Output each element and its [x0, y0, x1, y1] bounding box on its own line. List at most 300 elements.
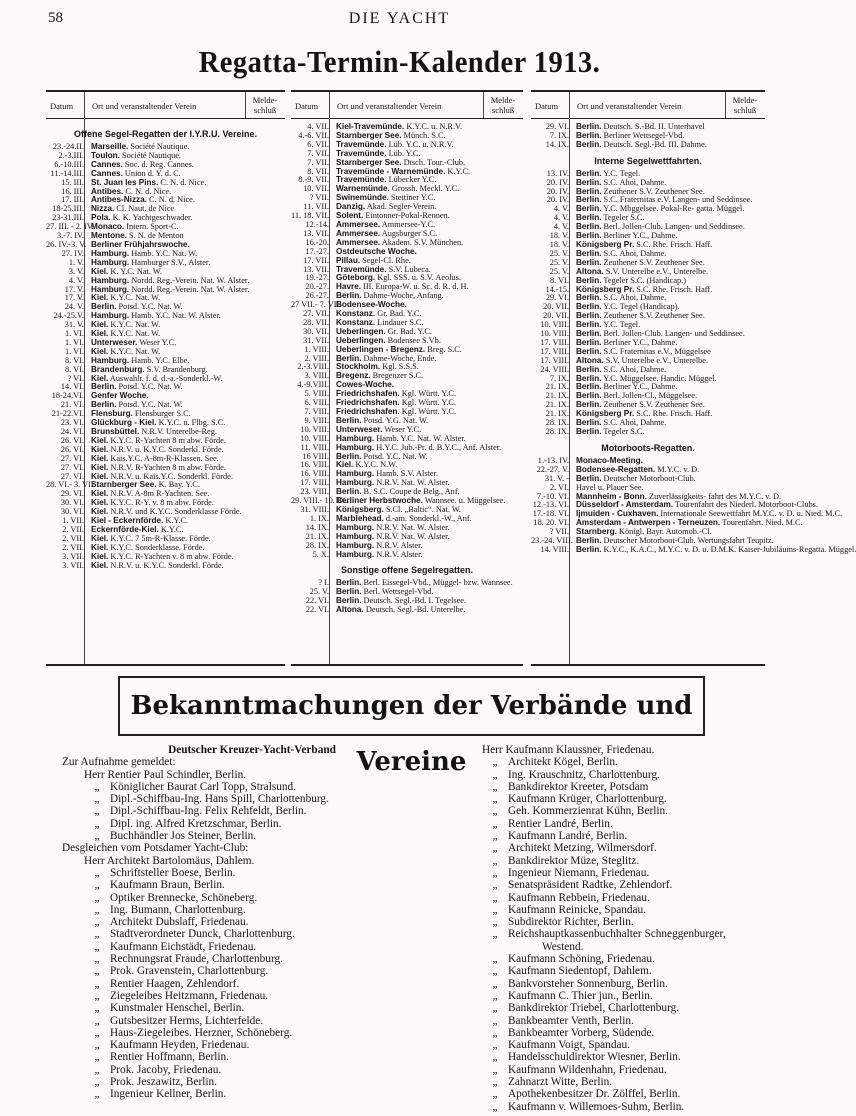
ditto-mark: „ — [492, 1088, 498, 1101]
entry-date: 4. V. — [553, 213, 569, 223]
entry-place: Hamburg. — [336, 540, 375, 550]
entry-club: N.R.V. A-8m R-Yachten. See. — [108, 489, 210, 499]
ditto-mark: „ — [94, 1076, 100, 1089]
member-entry — [460, 830, 780, 842]
entry-club: N.R.V. Nat. W. Alster. — [374, 478, 450, 488]
entry-place: Kiel. — [91, 346, 109, 356]
column-rule — [483, 92, 484, 118]
entry-place: Berlin. — [576, 122, 602, 131]
regatta-entry — [46, 562, 285, 571]
entry-club: Zuverlässigkeits- fahrt des M.Y.C. v. D. — [646, 491, 782, 501]
entry-club: K.Y.C. u. N.R.V. — [404, 122, 463, 131]
entry-club: K.Y.C. R-Y. v. 8 m abw. Förde. — [108, 498, 214, 508]
member-entry — [62, 892, 442, 904]
table-header — [291, 92, 523, 119]
member-text: Architekt Dubslaff, Friedenau. — [110, 916, 249, 929]
member-entry — [62, 953, 442, 965]
member-text: Kaufmann v. Willemoes-Suhm, Berlin. — [508, 1100, 685, 1113]
entry-date: 31. V. - — [544, 473, 569, 483]
member-text: Kaufmann Siedentopf, Dahlem. — [508, 965, 652, 978]
entry-date: 28. IX. — [545, 418, 569, 428]
ditto-mark: „ — [492, 756, 498, 769]
entry-place: Göteborg. — [336, 273, 376, 283]
entry-place: Ijmuiden - Cuxhaven. — [576, 509, 659, 519]
member-text: Ing. Krauschnitz, Charlottenburg. — [508, 768, 660, 781]
entry-club: Y.C. Müggelsee. Handic. Müggel. — [601, 373, 717, 383]
entry-date: 18. 20. VI. — [533, 518, 569, 528]
entry-date: 11. VIII. — [300, 442, 329, 452]
member-entry — [62, 830, 442, 842]
entry-club: Kgl. SSS. u. S.V. Aeolus. — [375, 273, 461, 283]
entry-date: 10. VIII. — [300, 424, 329, 434]
entry-place: Berlin. — [576, 373, 602, 383]
entry-date: 4.-6. VII. — [298, 130, 329, 140]
entry-club: S.V. Lubeca. — [386, 264, 431, 274]
entry-date: 17. VIII. — [300, 478, 329, 488]
entry-club: Deutsch. S.-Bd. II. Unterhavel — [601, 122, 705, 131]
entry-club: K.Y.C. R-Yachten 8 m abw. Förde. — [108, 435, 226, 445]
entry-date: 11. VII. — [303, 202, 329, 212]
ditto-mark: „ — [492, 953, 498, 966]
entry-date: 1. VI. — [65, 329, 84, 339]
entry-date: 29. VI. — [545, 122, 569, 131]
entry-place: Berlin. — [91, 382, 117, 392]
entry-date: 14.-15. — [545, 284, 569, 294]
member-entry — [460, 916, 780, 928]
member-text: Prok. Gravenstein, Charlottenburg. — [110, 965, 269, 978]
member-entry — [460, 793, 780, 805]
entry-club: Société Nautique. — [119, 150, 182, 160]
entry-place: Hamburg. — [91, 257, 130, 267]
entry-date: 17. VII. — [303, 255, 329, 265]
entry-date: 3.-7. IV. — [56, 231, 84, 241]
header-place: Ort und veranstaltender Verein — [92, 101, 197, 111]
member-entry — [460, 1076, 780, 1088]
ditto-mark: „ — [492, 866, 498, 879]
ditto-mark: „ — [492, 891, 498, 904]
entry-date: 4. V. — [553, 204, 569, 214]
entry-place: Berlin. — [576, 364, 602, 374]
entry-club: Akad. Segler-Verein. — [365, 202, 437, 212]
member-entry — [460, 990, 780, 1002]
entry-date: 3. VIII. — [304, 371, 329, 381]
entry-date: 31. VII. — [303, 335, 329, 345]
member-entry — [460, 892, 780, 904]
member-entry — [62, 855, 442, 867]
member-entry — [62, 928, 442, 940]
entry-club: Zeuthener S.V. Zeuthener See. — [601, 311, 705, 321]
entry-place: Altona. — [576, 355, 604, 365]
entry-club: Berliner Y.C., Dahme. — [601, 231, 678, 241]
entry-place: Monaco. — [91, 222, 125, 232]
entry-club: S.V. Brandenburg. — [144, 364, 208, 374]
ditto-mark: „ — [94, 793, 100, 806]
member-text: Herr Architekt Bartolomäus, Dahlem. — [84, 854, 255, 867]
entry-club: Potsd. Y.C. Nat. W. — [116, 302, 183, 312]
entry-date: 13. VII. — [303, 264, 329, 274]
entry-place: Monaco-Meeting. — [576, 455, 643, 465]
entry-place: Amsterdam - Antwerpen - Terneuzen. — [576, 518, 721, 528]
entry-club: Deutscher Motorboot-Club. — [601, 473, 696, 483]
member-entry — [62, 1002, 442, 1014]
entry-club: Zeuthener S.V. Zeuthener See. — [601, 400, 705, 410]
entry-club: S.C. Ahoi, Dahme. — [601, 293, 667, 303]
entry-club: Kgl. Württ. Y.C. — [399, 398, 457, 408]
entry-club: K.Y.C. — [158, 524, 184, 534]
entry-date: 21. IX. — [545, 409, 569, 419]
entry-date: 21-22.VI. — [51, 409, 84, 419]
entry-place: Berlin. — [336, 587, 362, 597]
entry-place: Kiel. — [91, 507, 109, 517]
entry-place: Berlin. — [576, 400, 602, 410]
entry-club: Hamb. Y.C. Nat. W. Alster. — [129, 311, 221, 321]
member-entry — [460, 744, 780, 756]
entry-date: 29. VI. — [60, 489, 84, 499]
entry-date: 7. IX. — [549, 130, 569, 140]
entry-date: 6. VII. — [307, 139, 329, 149]
entry-place: Bregenz. — [336, 371, 371, 381]
entry-place: Stockholm. — [336, 362, 381, 372]
entry-place: Kiel. — [91, 320, 109, 330]
member-entry — [62, 965, 442, 977]
entry-date: 11.-14.III. — [50, 168, 84, 178]
header-place: Ort und veranstaltender Verein — [577, 101, 682, 111]
entry-club: N.R.V. u. K.Y.C. Sonderkl. Förde. — [108, 560, 224, 570]
member-text: Rechnungsrat Fraude, Charlottenburg. — [110, 953, 283, 966]
member-text: Kaufmann Wildenhahn, Friedenau. — [508, 1063, 667, 1076]
entry-place: Berlin. — [576, 329, 602, 339]
entry-date: 5. VIII. — [304, 389, 329, 399]
entry-club: Y.C. Tegel (Handicap). — [601, 302, 680, 312]
entry-club: Augsburger S.C. — [380, 228, 438, 238]
entry-club: Y.C. Mbggelsee. Pokal-Re- gatta. Müggel. — [601, 204, 745, 214]
entry-club: Auswahlr. f. d. d.-a.-Sonderkl.-W. — [108, 373, 223, 383]
entry-date: 26. VI. — [60, 435, 84, 445]
entry-date: 28. VI.- 3. VII. — [46, 480, 96, 490]
entry-club: N.R.V. u. Kais.Y.C. Sonderkl. Förde. — [108, 471, 233, 481]
entry-place: Hamburg. — [336, 522, 375, 532]
entry-date: 23-31.III. — [52, 213, 84, 223]
entry-club: Bodensee S.Vb. — [385, 335, 441, 345]
member-text: Bankdirektor Kreeter, Potsdam — [508, 780, 649, 793]
entry-club: Kgl. Württ. Y.C. — [399, 407, 457, 416]
entry-club: Weser Y.C. — [382, 424, 422, 434]
entry-date: 3. VII. — [62, 560, 84, 570]
entry-date: 18. V. — [549, 231, 569, 241]
entry-date: 12.-14. — [305, 219, 329, 229]
member-entry — [62, 978, 442, 990]
entry-place: Kiel. — [91, 373, 109, 383]
entry-date: 24. VI. — [60, 427, 84, 436]
entry-club: Segel-Cl. Rhe. — [360, 255, 411, 265]
member-entry — [460, 1064, 780, 1076]
entry-date: 30. VII. — [303, 326, 329, 336]
entry-date: 23.-24.II. — [52, 142, 84, 151]
entry-date: 21. IX. — [545, 391, 569, 401]
entry-date: 20.-27. — [305, 282, 329, 292]
header-deadline: Melde-schluß — [490, 95, 516, 115]
member-text: Zur Aufnahme gemeldet: — [62, 756, 176, 769]
member-entry — [460, 842, 780, 854]
ditto-mark: „ — [94, 928, 100, 941]
entry-place: Starnberg. — [576, 527, 617, 537]
ditto-mark: „ — [492, 903, 498, 916]
entry-date: 28. VII. — [303, 317, 329, 327]
member-entry — [62, 781, 442, 793]
entry-date: 14. VIII. — [540, 544, 569, 554]
calendar-body — [531, 119, 856, 555]
entry-place: Berlin. — [576, 231, 602, 241]
entry-place: Hamburg. — [91, 311, 130, 321]
entry-place: Berlin. — [576, 275, 602, 285]
ditto-mark: „ — [492, 1063, 498, 1076]
entry-club: N.R.V. Unterelbe-Reg. — [139, 427, 217, 436]
entry-place: Berlin. — [576, 293, 602, 303]
entry-place: Hamburg. — [336, 549, 375, 559]
entry-text — [87, 562, 285, 571]
entry-place: Hamburg. — [336, 433, 375, 443]
member-text: Herr Rentier Paul Schindler, Berlin. — [84, 768, 247, 781]
entry-place: Berlin. — [576, 213, 602, 223]
entry-date: 16. III. — [61, 186, 84, 196]
entry-place: Berlin. — [336, 487, 362, 497]
entry-place: Berlin. — [576, 536, 602, 546]
member-entry — [460, 928, 780, 940]
entry-text — [572, 141, 765, 150]
entry-date: 24.-25.V. — [53, 311, 84, 321]
entry-date: 27. VII. — [303, 309, 329, 319]
member-entry — [62, 916, 442, 928]
ditto-mark: „ — [94, 817, 100, 830]
entry-place: Berlin. — [576, 302, 602, 312]
entry-club: C. N. d. Nice. — [146, 195, 195, 205]
entry-place: Genfer Woche. — [91, 391, 149, 401]
entry-date: 25. V. — [549, 257, 569, 267]
entry-date: 2. VII. — [62, 542, 84, 552]
entry-club: Berl. Wettsegel-Vbd. — [361, 587, 434, 597]
entry-club: Potsd. Y.C. Nat. W. — [116, 400, 183, 410]
member-entry — [62, 941, 442, 953]
member-text: Stadtverordneter Dunck, Charlottenburg. — [110, 928, 295, 941]
entry-date: 17. VIII. — [540, 355, 569, 365]
ditto-mark: „ — [94, 805, 100, 818]
entry-date: 21. IX. — [545, 382, 569, 392]
member-text: Subdirektor Richter, Berlin. — [508, 916, 634, 929]
ditto-mark: „ — [492, 1051, 498, 1064]
entry-club: Tegeler S.C. (Handicap.) — [601, 275, 686, 285]
ditto-mark: „ — [492, 842, 498, 855]
member-entry — [460, 781, 780, 793]
entry-place: Kiel. — [91, 266, 109, 276]
entry-place: Solent. — [336, 211, 364, 221]
entry-date: 29. VI. — [545, 293, 569, 303]
entry-place: Kiel. — [336, 460, 354, 470]
entry-club: K.Y.C. 7 5m-R-Klasse. Förde. — [108, 533, 211, 543]
entry-date: 6.-10.III. — [54, 159, 84, 169]
entry-club: K.Y.C. Nat. W. — [108, 329, 161, 339]
entry-date: 17. III. — [61, 195, 84, 205]
entry-club: S.C. Fraternitas e.V., Müggelsee — [601, 346, 711, 356]
entry-club: Société Nautique. — [128, 142, 190, 151]
entry-place: Berlin. — [576, 195, 602, 205]
entry-club: Hamb. Y.C. Elbe. — [129, 355, 190, 365]
entry-club: Cl. Naut. de Nice — [114, 204, 175, 214]
member-entry — [460, 805, 780, 817]
entry-place: Nizza. — [91, 204, 115, 214]
member-text: Haus-Ziegeleibes. Herzner, Schöneberg. — [110, 1026, 293, 1039]
entry-place: Kiel-Travemünde. — [336, 122, 405, 131]
entry-date: 17. V. — [64, 293, 84, 303]
entry-club: Hamb. S.V. Alster. — [374, 469, 438, 479]
entry-place: Berlin. — [576, 320, 602, 330]
member-entry — [460, 941, 780, 953]
entry-place: Kiel. — [91, 551, 109, 561]
entry-date: 14. IX. — [305, 522, 329, 532]
entry-club: N.R.V. Nat. W. Alster. — [374, 531, 450, 541]
ditto-mark: „ — [94, 891, 100, 904]
member-entry — [460, 965, 780, 977]
member-entry — [62, 1039, 442, 1051]
entry-date: 22.-27. V. — [536, 464, 569, 474]
entry-club: K.Y.C. u. Flbg. S.C. — [156, 418, 226, 428]
entry-date: 20. VII. — [543, 311, 569, 321]
ditto-mark: „ — [94, 879, 100, 892]
entry-place: Konstanz. — [336, 309, 376, 319]
entry-date: 24. VIII. — [540, 364, 569, 374]
entry-club: Bregenzer S.C. — [370, 371, 424, 381]
ditto-mark: „ — [492, 977, 498, 990]
entry-place: Kiel - Eckernförde. — [91, 516, 164, 526]
entry-club: Berl. Jollen-Cl., Müggelsee. — [601, 391, 698, 401]
entry-place: Friedrichshafen. — [336, 398, 400, 408]
entry-club: Berl. Eissegel-Vbd., Müggel- bzw. Wannsee. — [361, 578, 513, 588]
entry-date: 4. VII. — [307, 122, 329, 131]
entry-club: N.R.V. Nat. W. Alster. — [374, 522, 450, 532]
entry-club: Berliner Wettsegel-Vbd. — [601, 130, 685, 140]
entry-place: Berlin. — [336, 596, 362, 606]
entry-date: 29. VIII.- 10. IX. — [291, 496, 348, 506]
member-entry — [62, 805, 442, 817]
entry-place: Hamburg. — [91, 275, 130, 285]
ditto-mark: „ — [492, 793, 498, 806]
entry-club: Berliner Y.C., Dahme. — [601, 337, 678, 347]
entry-club: K.Y.C. — [163, 516, 189, 526]
entry-place: Starnberger See. — [336, 157, 402, 167]
entry-place: Berlin. — [576, 311, 602, 321]
member-entry — [460, 1002, 780, 1014]
entry-place: Friedrichshafen. — [336, 389, 400, 399]
entry-date: 21. IX. — [305, 531, 329, 541]
entry-place: Ueberlingen - Bregenz. — [336, 344, 426, 354]
entry-date: 7. IX. — [549, 373, 569, 383]
ditto-mark: „ — [492, 1039, 498, 1052]
entry-place: Königsberg Pr. — [576, 284, 635, 294]
entry-date: 25. V. — [549, 248, 569, 258]
ditto-mark: „ — [94, 866, 100, 879]
header-deadline: Melde-schluß — [252, 95, 278, 115]
entry-club: Weser Y.C. — [137, 337, 177, 347]
entry-place: Bodensee-Woche. — [336, 300, 407, 310]
member-text: Prok. Jeszawitz, Berlin. — [110, 1076, 217, 1089]
entry-date: 7. VII. — [307, 157, 329, 167]
member-entry — [460, 1027, 780, 1039]
entry-date: 28. IX. — [305, 540, 329, 550]
entry-place: Berlin. — [576, 473, 602, 483]
ditto-mark: „ — [492, 989, 498, 1002]
member-text: Gutsbesitzer Herms, Lichterfelde. — [110, 1014, 264, 1027]
entry-club: K.Y.C., K.A.C., M.Y.C. v. D. u. D.M.K. Kaiser-Jubiläums-Regatta. Müggel. — [601, 544, 856, 554]
entry-date: 31. V. — [64, 320, 84, 330]
member-text: Rentier Landré, Berlin. — [508, 817, 613, 830]
entry-place: Flensburg. — [91, 409, 133, 419]
entry-club: Dahme-Woche, Ende. — [361, 353, 437, 363]
entry-club: Tourenfahrt des Niederl. Motorboot-Clubs. — [673, 500, 818, 510]
entry-club: Tegeler S.C. — [601, 213, 645, 223]
entry-club: Union d. Y. d. C. — [122, 168, 181, 178]
entry-date: 27. IV. — [61, 248, 84, 258]
column-rule — [245, 92, 246, 118]
member-entry — [62, 1051, 442, 1063]
entry-club: Lindauer S.C. — [375, 317, 424, 327]
member-entry — [460, 818, 780, 830]
entry-place: Berlin. — [91, 302, 117, 312]
member-entry — [460, 953, 780, 965]
entry-date: 17. VIII. — [540, 337, 569, 347]
entry-place: Berlin. — [576, 346, 602, 356]
member-entry — [62, 904, 442, 916]
entry-place: Travemünde. — [336, 175, 387, 185]
entry-place: Mentone. — [91, 231, 127, 241]
entry-club: Kgl. Württ. Y.C. — [399, 389, 457, 399]
entry-place: Berlin. — [576, 544, 602, 554]
entry-date: 8. VI. — [65, 355, 84, 365]
entry-place: Cannes. — [91, 168, 123, 178]
entry-place: Düsseldorf - Amsterdam. — [576, 500, 674, 510]
member-entry — [62, 1064, 442, 1076]
ditto-mark: „ — [94, 1002, 100, 1015]
entry-club: Hamburger S.V., Alster. — [129, 257, 211, 267]
entry-club: Intern. Sport-C. — [124, 222, 179, 232]
entry-club: S.C. Rhe. Frisch. Haff. — [634, 284, 713, 294]
member-text: Kaufmann Krüger, Charlottenburg. — [508, 793, 667, 806]
entry-club: S. N. de Menton — [126, 231, 184, 241]
entry-club: Deutsch. Segl.-Bd. Unterelbe. — [363, 605, 466, 615]
calendar-column-1 — [46, 90, 285, 666]
entry-date: 1.-13. IV. — [537, 455, 569, 465]
entry-date: 21. VI. — [60, 400, 84, 410]
entry-date: 21. IX. — [545, 400, 569, 410]
member-text: Architekt Metzing, Wilmersdorf. — [508, 842, 657, 855]
entry-place: Marblehead. — [336, 513, 384, 523]
entry-place: Altona. — [336, 605, 364, 615]
member-text: Rentier Hoffmann, Berlin. — [110, 1051, 230, 1064]
entry-date: 2.-3.VIII. — [297, 362, 329, 372]
entry-club: Havel u. Plauer See. — [576, 482, 644, 492]
ditto-mark: „ — [492, 916, 498, 929]
entry-place: Travemünde. — [336, 264, 387, 274]
ditto-mark: „ — [492, 768, 498, 781]
member-text: Bankbeamter Vorberg, Südende. — [508, 1026, 655, 1039]
entry-place: Swinemünde. — [336, 193, 389, 203]
member-text: Kunstmaler Henschel, Berlin. — [110, 1002, 245, 1015]
entry-club: Deutsch. Segl.-Bd. I. Tegelsee. — [361, 596, 467, 606]
entry-place: Berlin. — [576, 337, 602, 347]
member-text: Bankdirektor Triebel, Charlottenburg. — [508, 1002, 680, 1015]
entry-date: 26. VI. — [60, 444, 84, 454]
entry-place: Ammersee. — [336, 228, 381, 238]
entry-club: Berl. Jollen-Club. Langen- und Seddinsee. — [601, 329, 745, 339]
member-text: Dipl.-Schiffbau-Ing. Hans Spill, Charlottenburg. — [110, 793, 329, 806]
